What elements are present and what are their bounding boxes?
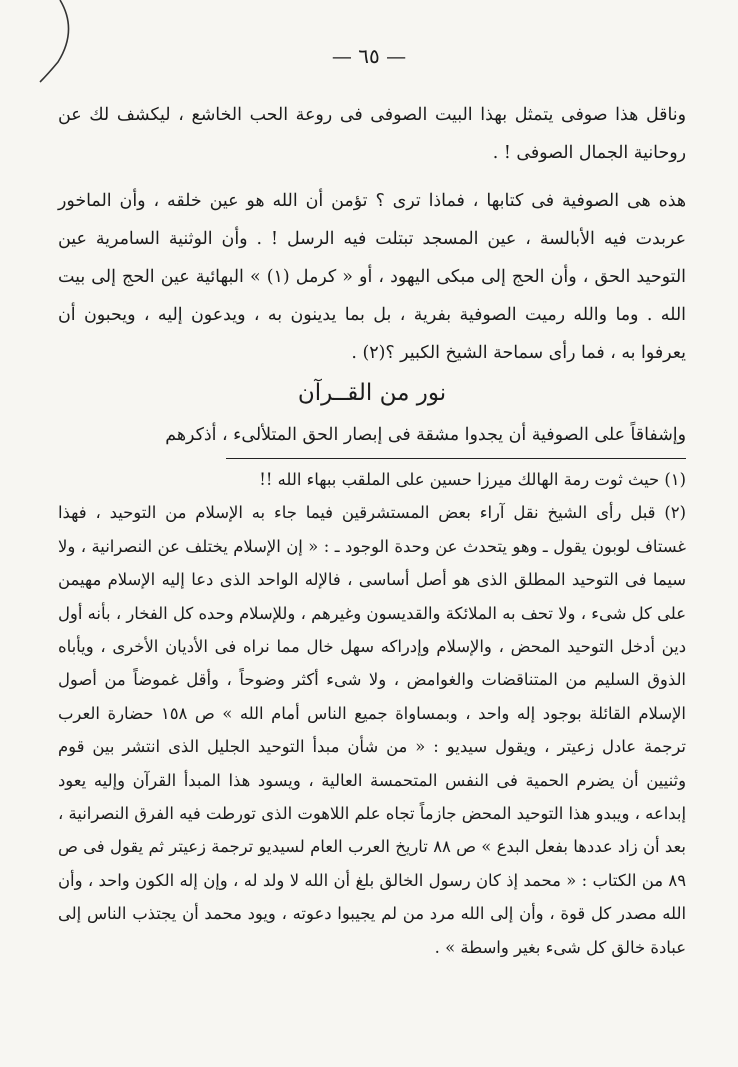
closing-text xyxy=(58,416,686,454)
footnote: (٢) قبل رأى الشيخ نقل آراء بعض المستشرقين فيما جاء به الإسلام من التوحيد ، فهذا غستاف لوبون يقول ـ وهو يتحدث عن وحدة الوجود ـ : « إن الإسلام يختلف عن النصرانية ، ولا سيما فى التوحيد المطلق الذى هو أصل أساسى ، فالإله الواحد الذى دعا إليه الإسلام مهيمن على كل شىء ، ولا تحف به الملائكة والقديسون وغيرهم ، وللإسلام وحده كل الفخار ، بأنه أول دين أدخل التوحيد المحض ، والإسلام وإدراكه سهل خال مما نراه فى الأديان الأخرى ، ويأباه الذوق السليم من المتناقضات والغوامض ، ولا شىء أكثر وضوحاً ، وأقل غموضاً من أصول الإسلام القائلة بوجود إله واحد ، وبمساواة جميع الناس أمام الله » ص ١٥٨ حضارة العرب ترجمة عادل زعيتر ، ويقول سيديو : « من شأن مبدأ التوحيد الجليل الذى انتشر بين قوم وثنيين أن يضرم الحمية فى النفس المتحمسة العالية ، ويسود هذا المبدأ القرآن وإليه يعود إبداعه ، ويبدو هذا التوحيد المحض جازماً تجاه علم اللاهوت الذى تورطت فيه الفرق النصرانية ، بعد أن زاد عددها بفعل البدع » ص ٨٨ تاريخ العرب العام لسيديو ترجمة زعيتر ثم يقول فى ص ٨٩ من الكتاب : « محمد إذ كان رسول الخالق بلغ أن الله لا ولد له ، وإن إله الكون واحد ، وأن الله مصدر كل قوة ، وأن إلى الله مرد من لم يجيبوا دعوته ، ويود محمد أن يجتذب الناس إلى عبادة خالق كل شىء بغير واسطة » . xyxy=(58,503,686,957)
paragraph: وناقل هذا صوفى يتمثل بهذا البيت الصوفى فى روعة الحب الخاشع ، ليكشف لك عن روحانية الجمال الصوفى ! . xyxy=(58,105,686,163)
section-heading: نور من القــرآن xyxy=(297,380,447,406)
page-content xyxy=(58,96,686,964)
page-number: — ٦٥ — xyxy=(331,44,407,68)
footnote: (١) حيث ثوت رمة الهالك ميرزا حسين على الملقب ببهاء الله !! xyxy=(259,470,686,489)
footnote-separator xyxy=(226,458,686,459)
paragraph: وإشفاقاً على الصوفية أن يجدوا مشقة فى إبصار الحق المتلألىء ، أذكرهم xyxy=(165,425,686,445)
paragraph: هذه هى الصوفية فى كتابها ، فماذا ترى ؟ تؤمن أن الله هو عين خلقه ، وأن الماخور عربدت فيه الأبالسة ، عين المسجد تبتلت فيه الرسل ! . وأن الوثنية السامرية عين التوحيد الحق ، وأن الحج إلى مبكى اليهود ، أو « كرمل (١) » البهائية عين الحج إلى بيت الله . وما والله رميت الصوفية بفرية ، بل بما يدينون به ، ويدعون إليه ، ويحبون أن يعرفوا به ، فما رأى سماحة الشيخ الكبير ؟(٢) . xyxy=(58,191,686,363)
footnotes xyxy=(58,463,686,964)
body-text xyxy=(58,96,686,372)
